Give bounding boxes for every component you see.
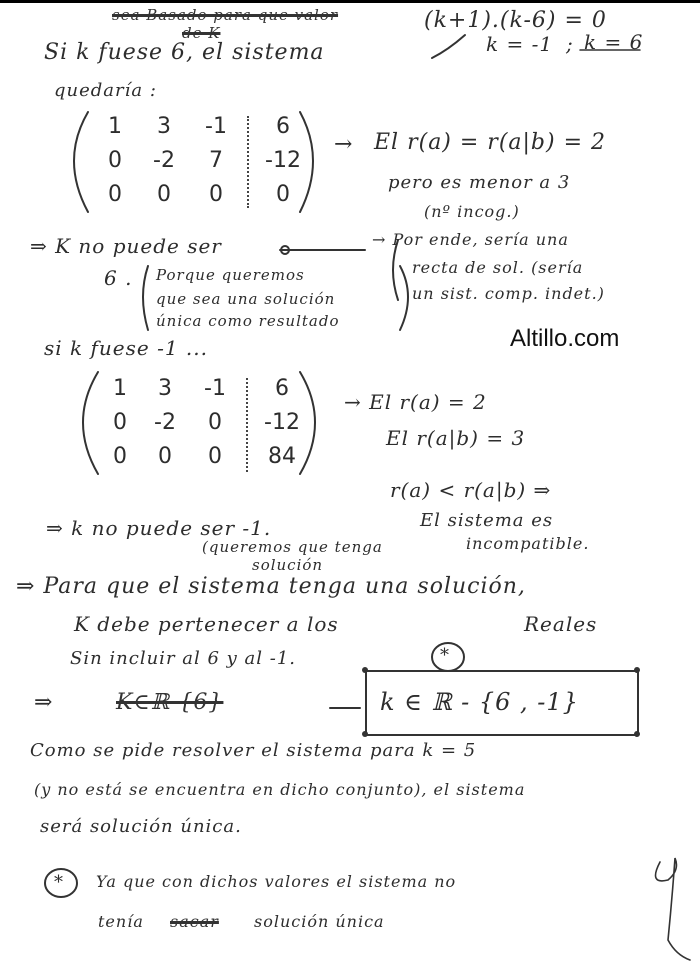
case-six-conclusion: ⇒ K no puede ser: [30, 234, 222, 258]
box-corner: [362, 667, 368, 673]
factored-equation: (k+1).(k-6) = 0: [424, 8, 607, 33]
verdict-2: incompatible.: [466, 534, 590, 553]
rank-statement: El r(a) = r(a|b) = 2: [374, 130, 607, 155]
matrix-cell: 0: [108, 182, 122, 207]
reason-note-1: Porque queremos: [156, 266, 305, 284]
crossed-out-text: sea Basado para que valor: [112, 6, 339, 24]
matrix-cell: 84: [268, 444, 296, 469]
side-note-3: un sist. comp. indet.): [412, 284, 605, 303]
matrix-cell: 0: [209, 182, 223, 207]
matrix-cell: 7: [209, 148, 223, 173]
footnote-line-1: Ya que con dichos valores el sistema no: [96, 872, 457, 891]
matrix-cell: 0: [157, 182, 171, 207]
case-six-intro: Si k fuese 6, el sistema: [44, 40, 325, 65]
side-note-2: recta de sol. (sería: [412, 258, 584, 277]
matrix-cell: 3: [158, 376, 172, 401]
side-note-brace: [393, 240, 398, 300]
matrix-cell: 0: [113, 410, 127, 435]
box-corner: [634, 667, 640, 673]
rank-note-1: pero es menor a 3: [388, 172, 571, 193]
note-left-paren: [143, 266, 148, 330]
case-minus-one-conclusion: ⇒ k no puede ser -1.: [46, 516, 272, 540]
matrix-1-left-paren: [74, 112, 88, 212]
rank-comparison: r(a) < r(a|b) ⇒: [390, 478, 552, 502]
matrix-cell: -12: [265, 148, 301, 173]
matrix-cell: 1: [113, 376, 127, 401]
asterisk-mark: *: [440, 645, 450, 666]
matrix-k6: [92, 110, 312, 212]
implication-arrow: ⇒: [34, 690, 54, 715]
matrix-cell: 0: [276, 182, 290, 207]
note-right-paren: [400, 266, 408, 330]
closing-line-2: (y no está se encuentra en dicho conjunto), el sistema: [34, 780, 526, 799]
root-six: k = 6: [584, 30, 644, 54]
closing-line-3: será solución única.: [40, 816, 242, 837]
site-watermark: Altillo.com: [510, 325, 620, 352]
matrix-cell: 6: [275, 376, 289, 401]
crossed-out-subtext: de K: [182, 24, 221, 42]
augmented-separator: [247, 116, 249, 208]
minus-one-note: (queremos que tenga: [202, 538, 383, 556]
footnote-line-2-b: solución única: [254, 912, 385, 931]
general-line-3: Sin incluir al 6 y al -1.: [70, 648, 297, 669]
root-minus-one: k = -1: [486, 32, 554, 56]
rank-ab: El r(a|b) = 3: [386, 426, 526, 450]
case-six-intro-2: quedaría :: [54, 80, 157, 101]
final-answer: k ∈ ℝ - {6 , -1}: [380, 688, 579, 716]
closing-line-1: Como se pide resolver el sistema para k = 5: [30, 740, 477, 761]
box-corner: [634, 731, 640, 737]
matrix-cell: 3: [157, 114, 171, 139]
matrix-cell: 0: [208, 444, 222, 469]
matrix-cell: 1: [108, 114, 122, 139]
matrix-cell: -12: [264, 410, 300, 435]
rank-arrow: →: [334, 132, 354, 157]
matrix-cell: -1: [205, 114, 227, 139]
rank-note-2: (nº incog.): [424, 202, 520, 221]
footnote-line-2-a: tenía: [98, 912, 144, 931]
crossed-out-set: K∈ℝ-{6}: [116, 690, 224, 715]
matrix-cell: -1: [204, 376, 226, 401]
footnote-asterisk: *: [54, 872, 64, 893]
side-note-1: → Por ende, sería una: [372, 230, 569, 249]
matrix-2-left-paren: [83, 372, 98, 474]
augmented-separator-2: [246, 378, 248, 472]
case-minus-one-intro: si k fuese -1 ...: [44, 336, 208, 360]
reason-note-2: que sea una solución: [156, 290, 336, 308]
general-line-2-right: Reales: [524, 612, 598, 636]
general-line-1: ⇒ Para que el sistema tenga una solución,: [16, 574, 526, 599]
reason-note-3: única como resultado: [156, 312, 340, 330]
matrix-cell: 0: [108, 148, 122, 173]
root-separator: ;: [566, 32, 574, 56]
case-six-conclusion-2: 6 .: [104, 266, 133, 290]
matrix-cell: 6: [276, 114, 290, 139]
verdict-1: El sistema es: [420, 510, 554, 531]
signature: [656, 858, 691, 960]
box-corner: [362, 731, 368, 737]
header-arrow: [432, 35, 465, 58]
matrix-cell: -2: [153, 148, 175, 173]
rank-a: → El r(a) = 2: [344, 390, 487, 414]
matrix-cell: 0: [113, 444, 127, 469]
footnote-crossed-word: sacar: [170, 912, 219, 931]
matrix-k-minus-one: [100, 372, 312, 474]
general-line-2: K debe pertenecer a los: [74, 612, 339, 636]
matrix-cell: -2: [154, 410, 176, 435]
matrix-cell: 0: [158, 444, 172, 469]
minus-one-note-2: solución: [252, 556, 324, 574]
matrix-cell: 0: [208, 410, 222, 435]
